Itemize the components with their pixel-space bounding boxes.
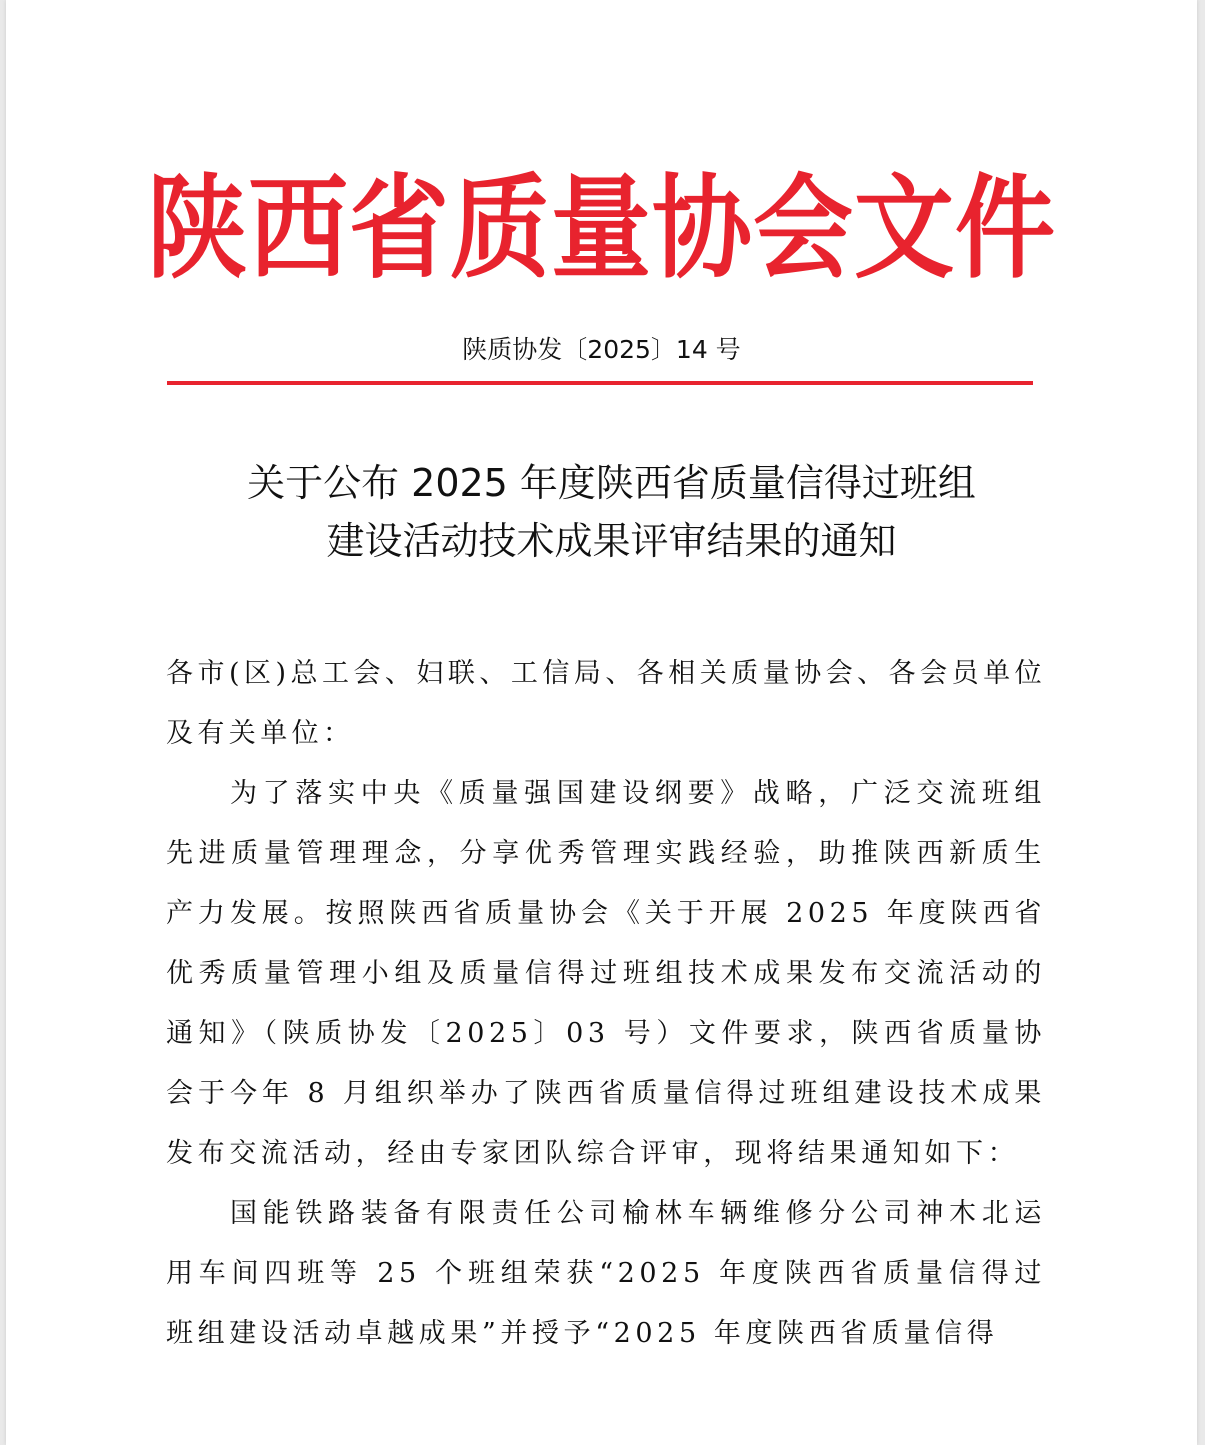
masthead-title: 陕西省质量协会文件 (147, 161, 1056, 295)
document-page (6, 0, 1197, 1445)
red-divider-line (167, 381, 1033, 385)
salutation: 各市(区)总工会、妇联、工信局、各相关质量协会、各会员单位及有关单位： (166, 658, 1046, 749)
body-paragraph-2: 国能铁路装备有限责任公司榆林车辆维修分公司神木北运用车间四班等 25 个班组荣获“2025 年度陕西省质量信得过班组建设活动卓越成果”并授予“2025 年度陕西省质量信得 (166, 1198, 1046, 1349)
document-number: 陕质协发〔2025〕14 号 (462, 335, 741, 364)
notice-title (6, 454, 1197, 570)
notice-body (166, 644, 1046, 1364)
notice-title-line-2: 建设活动技术成果评审结果的通知 (326, 519, 897, 563)
body-paragraph-1: 为了落实中央《质量强国建设纲要》战略，广泛交流班组先进质量管理理念，分享优秀管理实践经验，助推陕西新质生产力发展。按照陕西省质量协会《关于开展 2025 年度陕西省优秀质量管理小组及质量信得过班组技术成果发布交流活动的通知》（陕质协发〔2025〕03 号）文件要求，陕西省质量协会于今年 8 月组织举办了陕西省质量信得过班组建设技术成果发布交流活动，经由专家团队综合评审，现将结果通知如下： (166, 778, 1046, 1169)
notice-title-line-1: 关于公布 2025 年度陕西省质量信得过班组 (247, 461, 976, 505)
